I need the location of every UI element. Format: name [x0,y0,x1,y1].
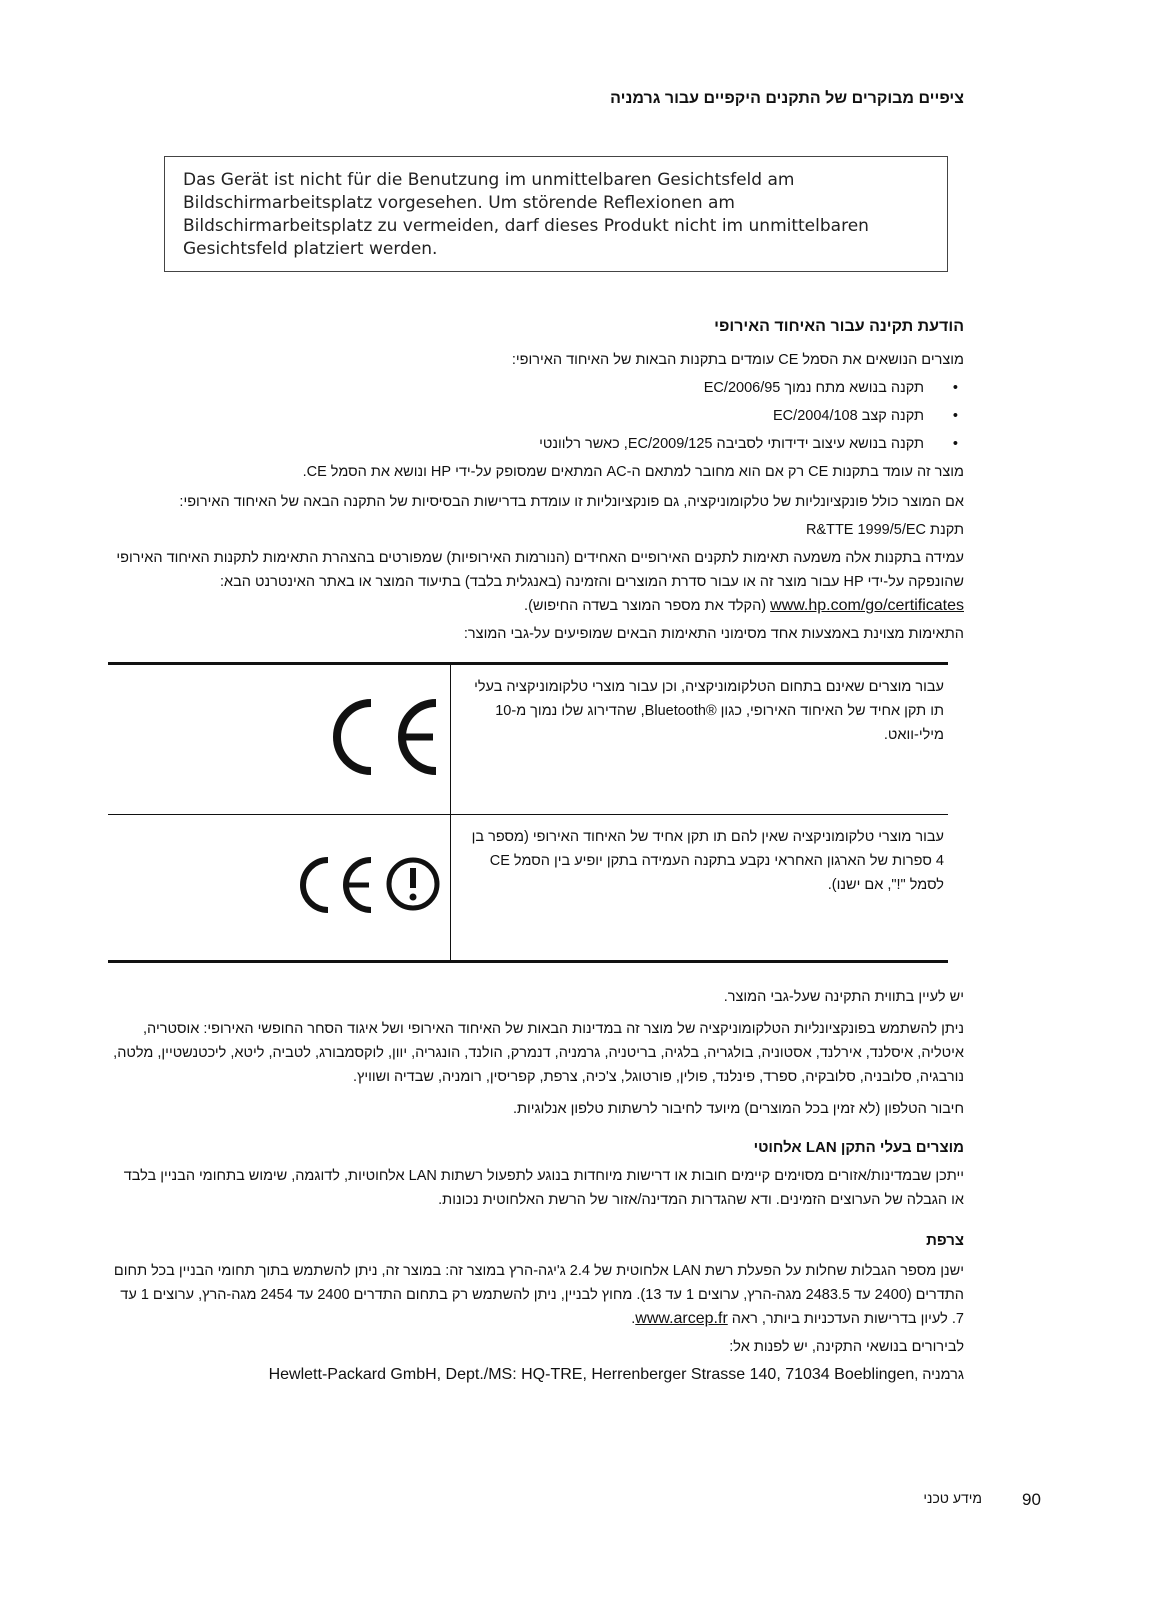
ac-adapter-note: מוצר זה עומד בתקנות CE רק אם הוא מחובר למתאם ה-AC המתאים שמסופק על-ידי HP ונושא את הסמל CE. [302,464,964,480]
contact-intro: לבירורים בנושאי התקינה, יש לפנות אל: [729,1339,964,1355]
arcep-link[interactable]: www.arcep.fr [635,1310,728,1327]
countries-list: ניתן להשתמש בפונקציונליות הטלקומוניקציה של מוצר זה במדינות הבאות של האיחוד האירופי ושל איגוד הסחר החופשי האירופי: אוסטריה, איטליה, איסלנד, אירלנד, אסטוניה, בולגריה, בלגיה, בריטניה, גרמניה, דנמרק, הולנד, הונגריה, יוון, לוקסמבורג, לטביה, ליטא, ליכטנשטיין, מלטה, נורבגיה, סלובניה, סלובקיה, ספרד, פינלנד, פולין, פורטוגל, צ'כיה, צרפת, קפריסין, רומניה, שבדיה ושוויץ. [113,1021,964,1085]
footer-section-title: מידע טכני [923,1490,982,1506]
rtte-directive: תקנת R&TTE 1999/5/EC [805,522,964,538]
document-page [108,90,964,1387]
heading-france: צרפת [926,1232,964,1249]
german-notice-text: Das Gerät ist nicht für die Benutzung im unmittelbaren Gesichtsfeld am Bildschirmarbeitsplatz vorgesehen. Um störende Reflexionen am Bildschirmarbeitsplatz zu vermeiden, darf dieses Produkt nicht im unmittelbaren Gesichtsfeld platziert werden. [183,170,869,259]
wireless-note: ייתכן שבמדינות/אזורים מסוימים קיימים חובות או דרישות מיוחדות בנוגע לתפעול רשתות LAN אלחוטיות, לדוגמה, שימוש בתחומי הבניין בלבד או הגבלה של הערוצים הזמינים. ודא שהגדרות המדינה/אזור של הרשת האלחוטית נכונות. [123,1168,964,1208]
ce-marking-table [108,662,948,963]
page-number: 90 [1022,1490,1041,1509]
marking-note: התאימות מצוינת באמצעות אחד מסימוני התאימות הבאים שמופיעים על-גבי המוצר: [463,626,964,642]
ce-alert-mark-cell [108,815,451,962]
hp-certificates-link[interactable]: www.hp.com/go/certificates [770,597,964,614]
phone-note: חיבור הטלפון (לא זמין בכל המוצרים) מיועד לחיבור לרשתות טלפון אנלוגיות. [512,1101,964,1117]
table-row [108,815,948,962]
france-restrictions: ישנן מספר הגבלות שחלות על הפעלת רשת LAN אלחוטית של 2.4 ג'יגה-הרץ במוצר זה: במוצר זה, ניתן להשתמש בתוך תחומי הבניין בכל תחום התדרים (2400 עד 2483.5 מגה-הרץ, ערוצים 1 עד 13). מחוץ לבניין, ניתן להשתמש רק בתחום התדרים 2400 עד 2454 מגה-הרץ, ערוצים 1 עד 7. לעיון בדרישות העדכניות ביותר, ראה www.arcep.fr. [113,1263,964,1327]
heading-wireless-lan: מוצרים בעלי התקן LAN אלחוטי [753,1139,964,1156]
heading-germany: ציפיים מבוקרים של התקנים היקפיים עבור גרמניה [610,90,964,107]
label-note: יש לעיין בתווית התקינה שעל-גבי המוצר. [723,989,964,1005]
eu-intro: מוצרים הנושאים את הסמל CE עומדים בתקנות הבאות של האיחוד האירופי: [511,352,964,368]
table-row [108,664,948,815]
list-item: • תקנה בנושא מתח נמוך 2006/95/EC [108,374,964,402]
telecom-note: אם המוצר כולל פונקציונליות של טלקומוניקציה, גם פונקציונליות זו עומדת בדרישות הבסיסיות של התקנה הבאה של האיחוד האירופי: [179,494,964,510]
compliance-text: עמידה בתקנות אלה משמעה תאימות לתקנים האירופיים האחידים (הנורמות האירופיות) שמפורטים בהצהרת התאימות לתקנות האיחוד האירופי שהונפקה על-ידי HP עבור מוצר זה או עבור סדרת המוצרים והזמינה (באנגלית בלבד) בתיעוד המוצר או באתר האינטרנט הבא: www.hp.com/go/certificates (הקלד את מספר המוצר בשדה החיפוש). [116,550,964,614]
german-notice-box [164,156,948,272]
contact-address: Hewlett-Packard GmbH, Dept./MS: HQ-TRE, Herrenberger Strasse 140, 71034 Boeblingen, גרמניה [268,1366,964,1383]
list-item: • תקנה קצב 2004/108/EC [108,402,964,430]
ce-alert-mark-description: עבור מוצרי טלקומוניקציה שאין להם תו תקן אחיד של האיחוד האירופי (מספר בן 4 ספרות של הארגון האחראי נקבע בתקנה העמידה בתקן יופיע בין הסמל CE לסמל "!", אם ישנו). [451,815,949,962]
ce-mark-description: עבור מוצרים שאינם בתחום הטלקומוניקציה, וכן עבור מוצרי טלקומוניקציה בעלי תו תקן אחיד של האיחוד האירופי, כגון ®Bluetooth, שהדירוג שלו נמוך מ-10 מילי-וואט. [451,664,949,815]
ce-mark-icon [109,666,449,808]
ce-alert-mark-icon [109,816,449,954]
heading-eu-regulatory: הודעת תקינה עבור האיחוד האירופי [714,318,964,335]
page-footer [0,1490,1156,1514]
list-item: • תקנה בנושא עיצוב ידידותי לסביבה 2009/125/EC, כאשר רלוונטי [108,430,964,458]
eu-directives-list [108,374,964,458]
ce-mark-cell [108,664,451,815]
